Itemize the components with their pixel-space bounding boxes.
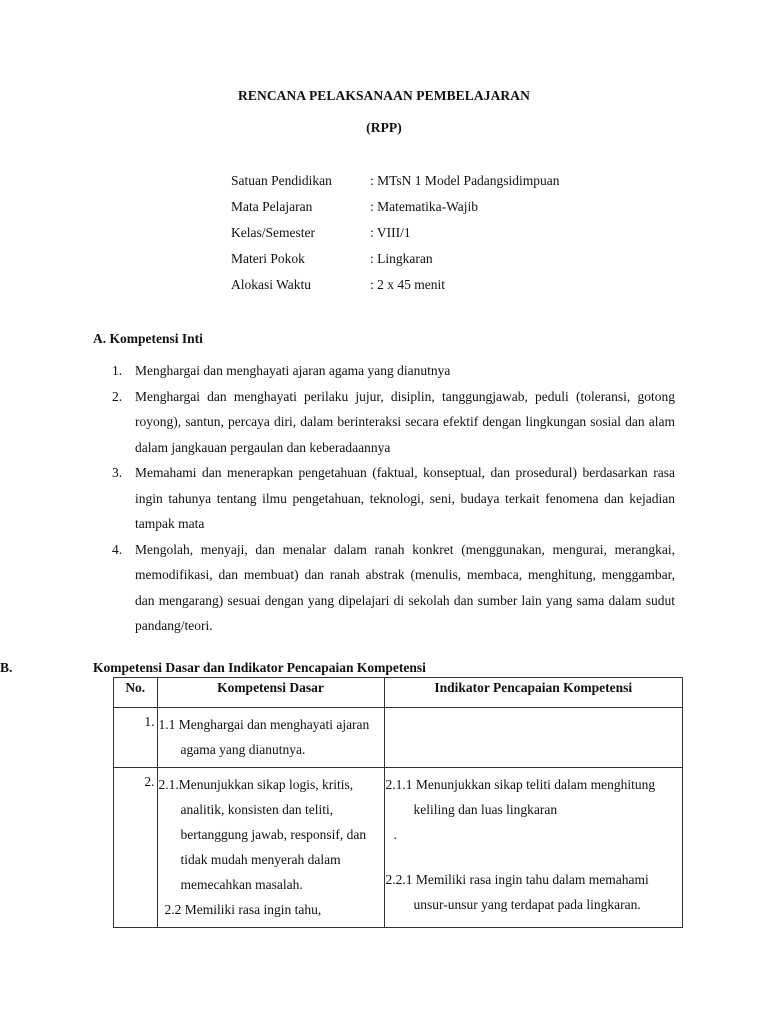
kd-text: 2.2 Memiliki rasa ingin tahu, [164,902,322,917]
list-item-number: 3. [112,465,123,480]
column-header-kompetensi-dasar: Kompetensi Dasar [157,678,384,708]
row-number: 2. [114,768,158,928]
kd-text: 1.1 Menghargai dan menghayati ajaran agama yang dianutnya. [158,717,370,757]
list-item-text: Memahami dan menerapkan pengetahuan (faktual, konseptual, dan prosedural) berdasarkan rasa ingin tahunya tentang ilmu pengetahuan, teknologi, seni, budaya terkait fenomena dan kejadian tampak mata [135,465,675,531]
indikator-cell [384,708,683,768]
info-row [231,172,560,198]
table-row [114,768,683,928]
info-label: Satuan Pendidikan [231,173,332,188]
list-item-number: 2. [112,388,123,404]
indikator-text: 2.1.1 Menunjukkan sikap teliti dalam menghitung keliling dan luas lingkaran [385,777,656,817]
kompetensi-dasar-cell [157,708,384,768]
section-a-heading: A. Kompetensi Inti [93,331,203,346]
info-label: Mata Pelajaran [231,199,313,214]
info-value: : Matematika-Wajib [370,199,478,214]
list-item-number: 1. [112,363,123,378]
info-label: Kelas/Semester [231,225,315,240]
column-header-indikator: Indikator Pencapaian Kompetensi [384,678,683,708]
info-row [231,224,560,250]
list-item [112,460,675,537]
indikator-cell [384,768,683,928]
document-title: RENCANA PELAKSANAAN PEMBELAJARAN [238,88,530,103]
kompetensi-inti-list [112,358,675,639]
table-row [114,708,683,768]
identity-info [231,172,560,302]
info-value: : VIII/1 [370,225,411,240]
table-header-row [114,678,683,708]
kompetensi-dasar-cell [157,768,384,928]
info-value: : Lingkaran [370,251,433,266]
kompetensi-table [113,677,683,928]
document-subtitle: (RPP) [366,120,402,135]
info-row [231,276,560,302]
info-label: Materi Pokok [231,251,305,266]
info-label: Alokasi Waktu [231,277,312,292]
list-item-text: Menghargai dan menghayati ajaran agama yang dianutnya [135,363,451,378]
indikator-text: . [393,827,397,842]
indikator-text: 2.2.1 Memiliki rasa ingin tahu dalam memahami unsur-unsur yang terdapat pada lingkaran. [385,872,649,912]
section-b-heading: Kompetensi Dasar dan Indikator Pencapaian Kompetensi [93,660,426,675]
row-number: 1. [114,708,158,768]
info-value: : MTsN 1 Model Padangsidimpuan [370,173,560,188]
list-item [112,537,675,639]
info-row [231,198,560,224]
column-header-no: No. [114,678,158,708]
list-item-text: Menghargai dan menghayati perilaku jujur, disiplin, tanggungjawab, peduli (toleransi, gotong royong), santun, percaya diri, dalam berinteraksi secara efektif dengan lingkungan sosial dan alam dalam jangkauan pergaulan dan keberadaannya [135,388,675,455]
section-b-letter: B. [0,660,13,675]
list-item [112,384,675,461]
kd-text: 2.1.Menunjukkan sikap logis, kritis, analitik, konsisten dan teliti, bertanggung jawab, responsif, dan tidak mudah menyerah dalam memecahkan masalah. [158,777,367,892]
info-value: : 2 x 45 menit [370,277,445,292]
list-item-number: 4. [112,541,123,557]
info-row [231,250,560,276]
list-item-text: Mengolah, menyaji, dan menalar dalam ranah konkret (menggunakan, mengurai, merangkai, memodifikasi, dan membuat) dan ranah abstrak (menulis, membaca, menghitung, menggambar, dan mengarang) sesuai dengan yang dipelajari di sekolah dan sumber lain yang sama dalam sudut pandang/teori. [135,541,675,633]
list-item [112,358,675,384]
